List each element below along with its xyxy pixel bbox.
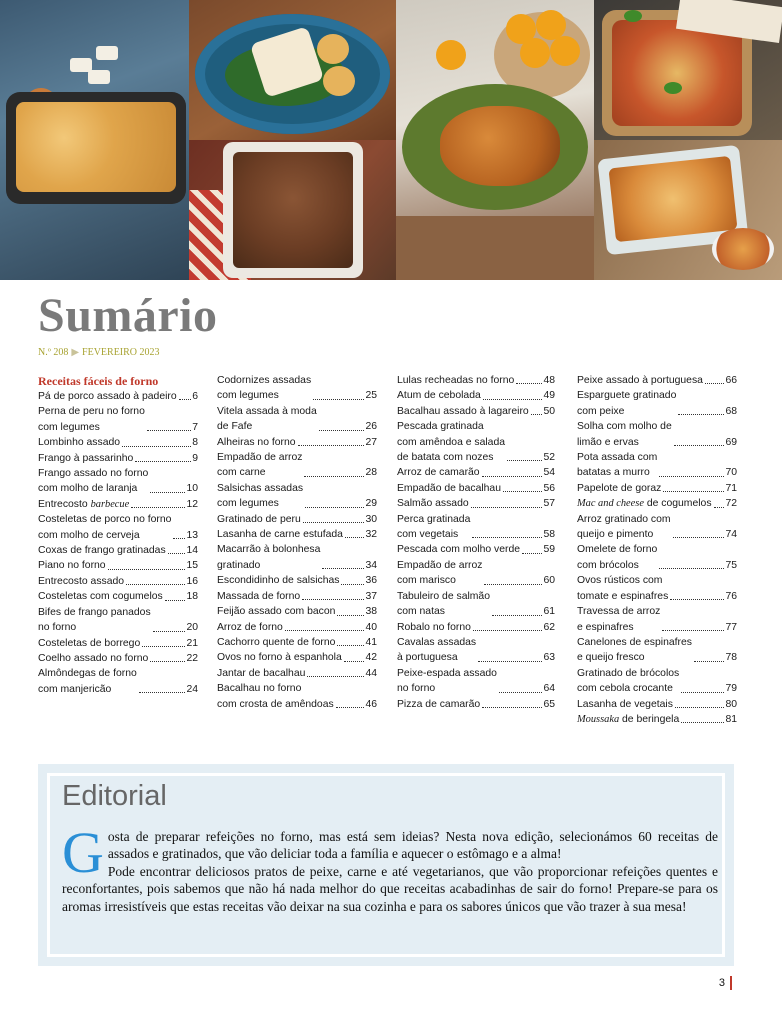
toc-entry-label: Bacalhau assado à lagareiro xyxy=(397,405,529,417)
dot-leader xyxy=(150,492,185,493)
toc-entry-label: Coxas de frango gratinadas xyxy=(38,545,166,557)
dot-leader xyxy=(673,537,725,538)
toc-entry-label: Entrecosto assado xyxy=(38,575,125,587)
dot-leader xyxy=(179,399,192,400)
lasagna-photo xyxy=(594,140,782,280)
toc-entry-label: Cachorro quente de forno xyxy=(217,636,336,648)
toc-entry-label: Perna de peru no forno com legumes xyxy=(38,406,145,433)
dot-leader xyxy=(298,445,365,446)
toc-entry-page: 46 xyxy=(365,698,377,710)
toc-entry[interactable] xyxy=(397,465,555,480)
page-number: 3 xyxy=(719,976,732,990)
toc-entry-page: 79 xyxy=(725,683,737,695)
toc-entry-page: 25 xyxy=(365,390,377,402)
toc-entry-page: 80 xyxy=(725,698,737,710)
toc-entry-label: Frango assado no forno com molho de laranja xyxy=(38,468,149,495)
editorial-box xyxy=(38,764,734,966)
toc-entry[interactable] xyxy=(217,589,377,604)
toc-entry[interactable] xyxy=(577,604,737,635)
dot-leader xyxy=(147,430,191,431)
dot-leader xyxy=(302,599,364,600)
toc-entry-page: 12 xyxy=(186,498,198,510)
dot-leader xyxy=(337,645,364,646)
toc-entry-label: Alheiras no forno xyxy=(217,436,296,448)
toc-entry[interactable] xyxy=(577,373,737,388)
issue-info xyxy=(38,347,160,358)
toc-entry-label: Almôndegas de forno com manjericão xyxy=(38,668,137,695)
toc-entry[interactable] xyxy=(397,558,555,589)
toc-entry-label: Costeletas de porco no forno com molho de cerveja xyxy=(38,514,172,541)
dot-leader xyxy=(705,383,725,384)
dot-leader xyxy=(135,461,191,462)
toc-entry-page: 71 xyxy=(725,482,737,494)
italic-term: barbecue xyxy=(90,498,130,510)
toc-entry-label: Piano no forno xyxy=(38,560,106,572)
toc-column-4 xyxy=(577,373,737,727)
toc-entry-label: Esparguete gratinado com peixe xyxy=(577,390,677,417)
toc-entry[interactable] xyxy=(217,527,377,542)
separator-icon: ▶ xyxy=(71,347,80,358)
toc-entry-page: 40 xyxy=(365,621,377,633)
toc-entry-label: Travessa de arroz e espinafres xyxy=(577,606,661,633)
toc-entry[interactable] xyxy=(38,404,198,435)
toc-entry[interactable] xyxy=(577,481,737,496)
toc-entry-page: 76 xyxy=(725,590,737,602)
toc-entry-label: Pizza de camarão xyxy=(397,698,481,710)
toc-entry[interactable] xyxy=(38,512,198,543)
toc-entry-page: 32 xyxy=(365,529,377,541)
toc-entry-label: Arroz gratinado com queijo e pimento xyxy=(577,513,671,541)
toc-entry-label: Pota assada com batatas a murro xyxy=(577,452,658,479)
toc-entry-label: Solha com molho de limão e ervas xyxy=(577,421,672,448)
dot-leader xyxy=(663,491,724,492)
toc-entry-page: 75 xyxy=(725,559,737,571)
toc-entry-label: Arroz de forno xyxy=(217,621,283,633)
dot-leader xyxy=(168,553,186,554)
toc-entry[interactable] xyxy=(397,481,555,496)
cod-with-potatoes-photo xyxy=(189,0,396,140)
dot-leader xyxy=(662,630,724,631)
toc-entry-page: 36 xyxy=(365,575,377,587)
dot-leader xyxy=(336,707,365,708)
toc-entry-page: 6 xyxy=(192,391,198,402)
meat-with-mushrooms-photo xyxy=(189,140,396,280)
dot-leader xyxy=(499,692,543,693)
shrimp-gratin-photo xyxy=(0,0,189,280)
dot-leader xyxy=(472,537,542,538)
dot-leader xyxy=(678,414,724,415)
toc-entry-label: Cavalas assadas à portuguesa xyxy=(397,636,477,664)
dot-leader xyxy=(471,507,543,508)
toc-entry-label: Macarrão à bolonhesa gratinado xyxy=(217,544,321,571)
toc-entry-page: 8 xyxy=(192,437,198,449)
toc-entry[interactable] xyxy=(577,573,737,604)
editorial-title: Editorial xyxy=(62,780,167,812)
editorial-paragraph-1 xyxy=(62,820,718,885)
toc-entry-page: 15 xyxy=(186,560,198,572)
dot-leader xyxy=(492,615,542,616)
toc-entry-label: Peixe assado à portuguesa xyxy=(577,375,703,386)
toc-entry-page: 72 xyxy=(725,498,737,510)
dot-leader xyxy=(165,600,186,601)
dot-leader xyxy=(285,630,365,631)
toc-entry-label: Vitela assada à moda de Fafe xyxy=(217,405,317,433)
toc-entry-label: Massada de forno xyxy=(217,590,301,602)
toc-entry-label: Empadão de arroz com carne xyxy=(217,452,303,479)
toc-entry-label: Ovos no forno à espanhola xyxy=(217,652,342,664)
toc-entry[interactable] xyxy=(577,512,737,543)
toc-column-1 xyxy=(38,373,198,697)
toc-entry[interactable] xyxy=(217,512,377,527)
toc-entry-label: Gratinado de peru xyxy=(217,513,301,525)
toc-entry[interactable] xyxy=(217,635,377,650)
toc-entry[interactable] xyxy=(577,388,737,419)
dot-leader xyxy=(503,491,542,492)
toc-entry-page: 68 xyxy=(725,405,737,417)
toc-entry[interactable] xyxy=(397,589,555,620)
toc-entry[interactable] xyxy=(38,651,198,666)
toc-entry[interactable] xyxy=(38,389,198,404)
toc-entry-page: 24 xyxy=(186,683,198,695)
toc-entry[interactable] xyxy=(577,712,737,727)
toc-entry-page: 44 xyxy=(365,667,377,679)
toc-entry[interactable] xyxy=(217,542,377,573)
toc-entry[interactable] xyxy=(217,450,377,481)
toc-entry-page: 14 xyxy=(186,545,198,557)
dot-leader xyxy=(482,707,542,708)
editorial-paragraph-1-text: osta de preparar refeições no forno, mas está sem ideias? Nesta nova edição, selecionámos 60 receitas de assados e gratinados, que vão deliciar toda a família e aquecer o estômago e a alma! xyxy=(107,829,718,862)
toc-entry[interactable] xyxy=(38,558,198,573)
toc-entry[interactable] xyxy=(217,435,377,450)
toc-entry-page: 20 xyxy=(186,622,198,634)
toc-entry-label: Atum de cebolada xyxy=(397,390,481,402)
toc-column-3 xyxy=(397,373,555,712)
issue-number: N.º 208 xyxy=(38,347,69,358)
toc-entry-label: Perca gratinada com vegetais xyxy=(397,513,471,541)
dot-leader xyxy=(482,476,543,477)
dot-leader xyxy=(344,661,365,662)
toc-entry-page: 60 xyxy=(543,575,555,587)
toc-entry-page: 34 xyxy=(365,559,377,571)
toc-entry-page: 37 xyxy=(365,590,377,602)
toc-entry-page: 29 xyxy=(365,498,377,510)
toc-entry-page: 74 xyxy=(725,529,737,541)
dot-leader xyxy=(122,446,191,447)
dot-leader xyxy=(681,722,724,723)
italic-term: Moussaka xyxy=(577,713,620,725)
toc-entry-label: Tabuleiro de salmão com natas xyxy=(397,590,490,618)
pasta-with-meat-sauce-photo xyxy=(594,0,782,140)
issue-date: FEVEREIRO 2023 xyxy=(82,347,160,358)
toc-entry-label: Salsichas assadas com legumes xyxy=(217,482,304,510)
toc-entry[interactable] xyxy=(38,466,198,497)
toc-entry-page: 58 xyxy=(543,529,555,541)
toc-entry-label: Omelete de forno com brócolos xyxy=(577,544,658,571)
dot-leader xyxy=(322,568,364,569)
dot-leader xyxy=(670,599,724,600)
dot-leader xyxy=(694,661,724,662)
dot-leader xyxy=(659,568,724,569)
toc-entry-label: Jantar de bacalhau xyxy=(217,667,306,679)
toc-entry-label: Feijão assado com bacon xyxy=(217,606,336,618)
dropcap-letter: G xyxy=(62,820,104,885)
toc-entry-label: Lulas recheadas no forno xyxy=(397,375,515,386)
toc-entry-page: 69 xyxy=(725,436,737,448)
toc-entry-page: 77 xyxy=(725,621,737,633)
toc-entry-label: Lombinho assado xyxy=(38,437,121,449)
dot-leader xyxy=(483,399,543,400)
toc-entry-page: 41 xyxy=(365,636,377,648)
toc-entry[interactable] xyxy=(577,542,737,573)
toc-entry-label: Robalo no forno xyxy=(397,621,471,633)
toc-entry[interactable] xyxy=(217,650,377,665)
dot-leader xyxy=(675,707,725,708)
toc-entry-page: 10 xyxy=(186,483,198,495)
toc-entry-label: Ovos rústicos com tomate e espinafres xyxy=(577,575,669,602)
toc-entry[interactable] xyxy=(397,620,555,635)
toc-entry-page: 22 xyxy=(186,652,198,664)
toc-entry-page: 57 xyxy=(543,498,555,510)
toc-entry-page: 62 xyxy=(543,621,555,633)
toc-entry[interactable] xyxy=(397,373,555,388)
toc-entry[interactable] xyxy=(577,419,737,450)
toc-entry-page: 28 xyxy=(365,467,377,479)
toc-entry-label: Empadão de arroz com marisco xyxy=(397,559,483,587)
editorial-body xyxy=(62,820,718,915)
toc-entry-page: 52 xyxy=(543,452,555,464)
toc-entry[interactable] xyxy=(38,497,198,512)
toc-entry-page: 13 xyxy=(186,529,198,541)
toc-section-title: Receitas fáceis de forno xyxy=(38,374,159,388)
dot-leader xyxy=(659,476,724,477)
toc-entry-label: Coelho assado no forno xyxy=(38,652,149,664)
dot-leader xyxy=(319,430,365,431)
toc-entry[interactable] xyxy=(38,451,198,466)
toc-entry-page: 50 xyxy=(543,405,555,417)
toc-entry[interactable] xyxy=(397,404,555,419)
editorial-paragraph-2: Pode encontrar deliciosos pratos de peixe, carne e até vegetarianos, que vão proporcionar refeições quentes e reconfortantes, pois sabemos que não há nada melhor do que receitas acabadinhas de sair do forno! Prepare-se para os aromas irresistíveis que estas receitas vão deixar na sua cozinha e para os sabores únicos que vão trazer à sua mesa! xyxy=(62,863,718,914)
dot-leader xyxy=(341,584,364,585)
toc-entry[interactable] xyxy=(577,666,737,697)
toc-entry[interactable] xyxy=(577,635,737,666)
toc-entry[interactable] xyxy=(577,697,737,712)
toc-entry-page: 16 xyxy=(186,575,198,587)
toc-entry-page: 27 xyxy=(365,436,377,448)
toc-entry[interactable] xyxy=(397,388,555,403)
toc-entry-page: 30 xyxy=(365,513,377,525)
toc-entry[interactable] xyxy=(397,542,555,557)
roast-chicken-with-oranges-photo xyxy=(396,0,594,280)
toc-entry[interactable] xyxy=(38,636,198,651)
toc-entry-label: Escondidinho de salsichas xyxy=(217,575,340,587)
dot-leader xyxy=(150,661,185,662)
dot-leader xyxy=(531,414,543,415)
toc-entry[interactable] xyxy=(38,589,198,604)
dot-leader xyxy=(139,692,186,693)
dot-leader xyxy=(131,507,185,508)
toc-entry-label: Bifes de frango panados no forno xyxy=(38,606,151,634)
toc-entry[interactable] xyxy=(217,481,377,512)
toc-entry[interactable] xyxy=(217,666,377,681)
toc-entry-label: Pescada com molho verde xyxy=(397,544,521,556)
toc-entry[interactable] xyxy=(38,574,198,589)
toc-entry-label: Bacalhau no forno com crosta de amêndoas xyxy=(217,683,334,710)
toc-entry[interactable] xyxy=(397,697,555,712)
toc-entry-page: 59 xyxy=(543,544,555,556)
dot-leader xyxy=(714,507,725,508)
toc-entry-page: 49 xyxy=(543,390,555,402)
toc-entry[interactable] xyxy=(397,635,555,666)
toc-entry-label: Empadão de bacalhau xyxy=(397,482,501,494)
toc-entry-page: 56 xyxy=(543,482,555,494)
toc-entry-page: 63 xyxy=(543,652,555,664)
photo-collage xyxy=(0,0,782,280)
dot-leader xyxy=(478,661,542,662)
toc-entry-page: 66 xyxy=(725,375,737,386)
toc-entry-label: Gratinado de brócolos com cebola crocante xyxy=(577,667,680,695)
toc-entry[interactable] xyxy=(397,419,555,465)
dot-leader xyxy=(307,676,364,677)
toc-entry-label: Entrecosto barbecue xyxy=(38,498,130,510)
toc-entry[interactable] xyxy=(217,373,377,404)
toc-entry[interactable] xyxy=(217,620,377,635)
toc-entry-page: 9 xyxy=(192,452,198,464)
toc-entry-label: Mac and cheese de cogumelos xyxy=(577,498,712,510)
dot-leader xyxy=(313,399,364,400)
toc-entry[interactable] xyxy=(217,573,377,588)
dot-leader xyxy=(337,615,364,616)
toc-entry-page: 21 xyxy=(186,637,198,649)
dot-leader xyxy=(173,538,185,539)
dot-leader xyxy=(108,569,186,570)
toc-entry[interactable] xyxy=(577,450,737,481)
toc-entry-label: Lasanha de vegetais xyxy=(577,698,673,710)
toc-entry-page: 54 xyxy=(543,467,555,479)
toc-entry-label: Papelote de goraz xyxy=(577,482,662,494)
toc-entry[interactable] xyxy=(38,543,198,558)
toc-entry[interactable] xyxy=(397,496,555,511)
toc-entry-page: 70 xyxy=(725,467,737,479)
toc-entry-page: 18 xyxy=(186,591,198,603)
toc-entry-page: 38 xyxy=(365,606,377,618)
toc-entry[interactable] xyxy=(577,496,737,511)
toc-entry-page: 81 xyxy=(725,713,737,725)
dot-leader xyxy=(345,537,364,538)
toc-entry-label: Lasanha de carne estufada xyxy=(217,529,343,541)
toc-entry[interactable] xyxy=(397,666,555,697)
toc-entry-page: 26 xyxy=(365,421,377,433)
dot-leader xyxy=(522,553,542,554)
toc-entry-label: Costeletas de borrego xyxy=(38,637,141,649)
dot-leader xyxy=(126,584,185,585)
dot-leader xyxy=(304,476,364,477)
toc-entry-label: Codornizes assadas com legumes xyxy=(217,375,312,402)
dot-leader xyxy=(516,383,542,384)
page-title: Sumário xyxy=(38,289,218,342)
toc-entry[interactable] xyxy=(38,666,198,697)
toc-entry-label: Moussaka de beringela xyxy=(577,713,680,725)
dot-leader xyxy=(507,460,542,461)
toc-entry-label: Pá de porco assado à padeiro xyxy=(38,391,177,402)
toc-entry-page: 61 xyxy=(543,606,555,618)
dot-leader xyxy=(303,522,365,523)
toc-entry[interactable] xyxy=(38,435,198,450)
toc-entry-label: Costeletas com cogumelos xyxy=(38,591,163,603)
toc-entry-label: Frango à passarinho xyxy=(38,452,134,464)
dot-leader xyxy=(305,507,364,508)
toc-entry[interactable] xyxy=(397,512,555,543)
toc-entry-page: 64 xyxy=(543,683,555,695)
toc-entry-page: 7 xyxy=(192,421,198,433)
toc-column-2 xyxy=(217,373,377,712)
toc-entry[interactable] xyxy=(217,681,377,712)
toc-entry[interactable] xyxy=(217,604,377,619)
toc-entry-page: 42 xyxy=(365,652,377,664)
toc-entry-page: 78 xyxy=(725,652,737,664)
toc-entry-label: Arroz de camarão xyxy=(397,467,480,479)
dot-leader xyxy=(674,445,725,446)
dot-leader xyxy=(142,646,185,647)
italic-term: Mac and cheese xyxy=(577,498,644,510)
toc-entry-page: 65 xyxy=(543,698,555,710)
toc-entry-label: Peixe-espada assado no forno xyxy=(397,667,497,695)
toc-entry[interactable] xyxy=(217,404,377,435)
dot-leader xyxy=(681,692,724,693)
dot-leader xyxy=(153,631,186,632)
toc-entry[interactable] xyxy=(38,605,198,636)
toc-entry-page: 48 xyxy=(543,375,555,386)
dot-leader xyxy=(484,584,542,585)
toc-entry-label: Salmão assado xyxy=(397,498,469,510)
dot-leader xyxy=(473,630,542,631)
toc-entry-label: Canelones de espinafres e queijo fresco xyxy=(577,636,692,664)
toc-entry-label: Pescada gratinada com amêndoa e salada de batata com nozes xyxy=(397,421,506,464)
